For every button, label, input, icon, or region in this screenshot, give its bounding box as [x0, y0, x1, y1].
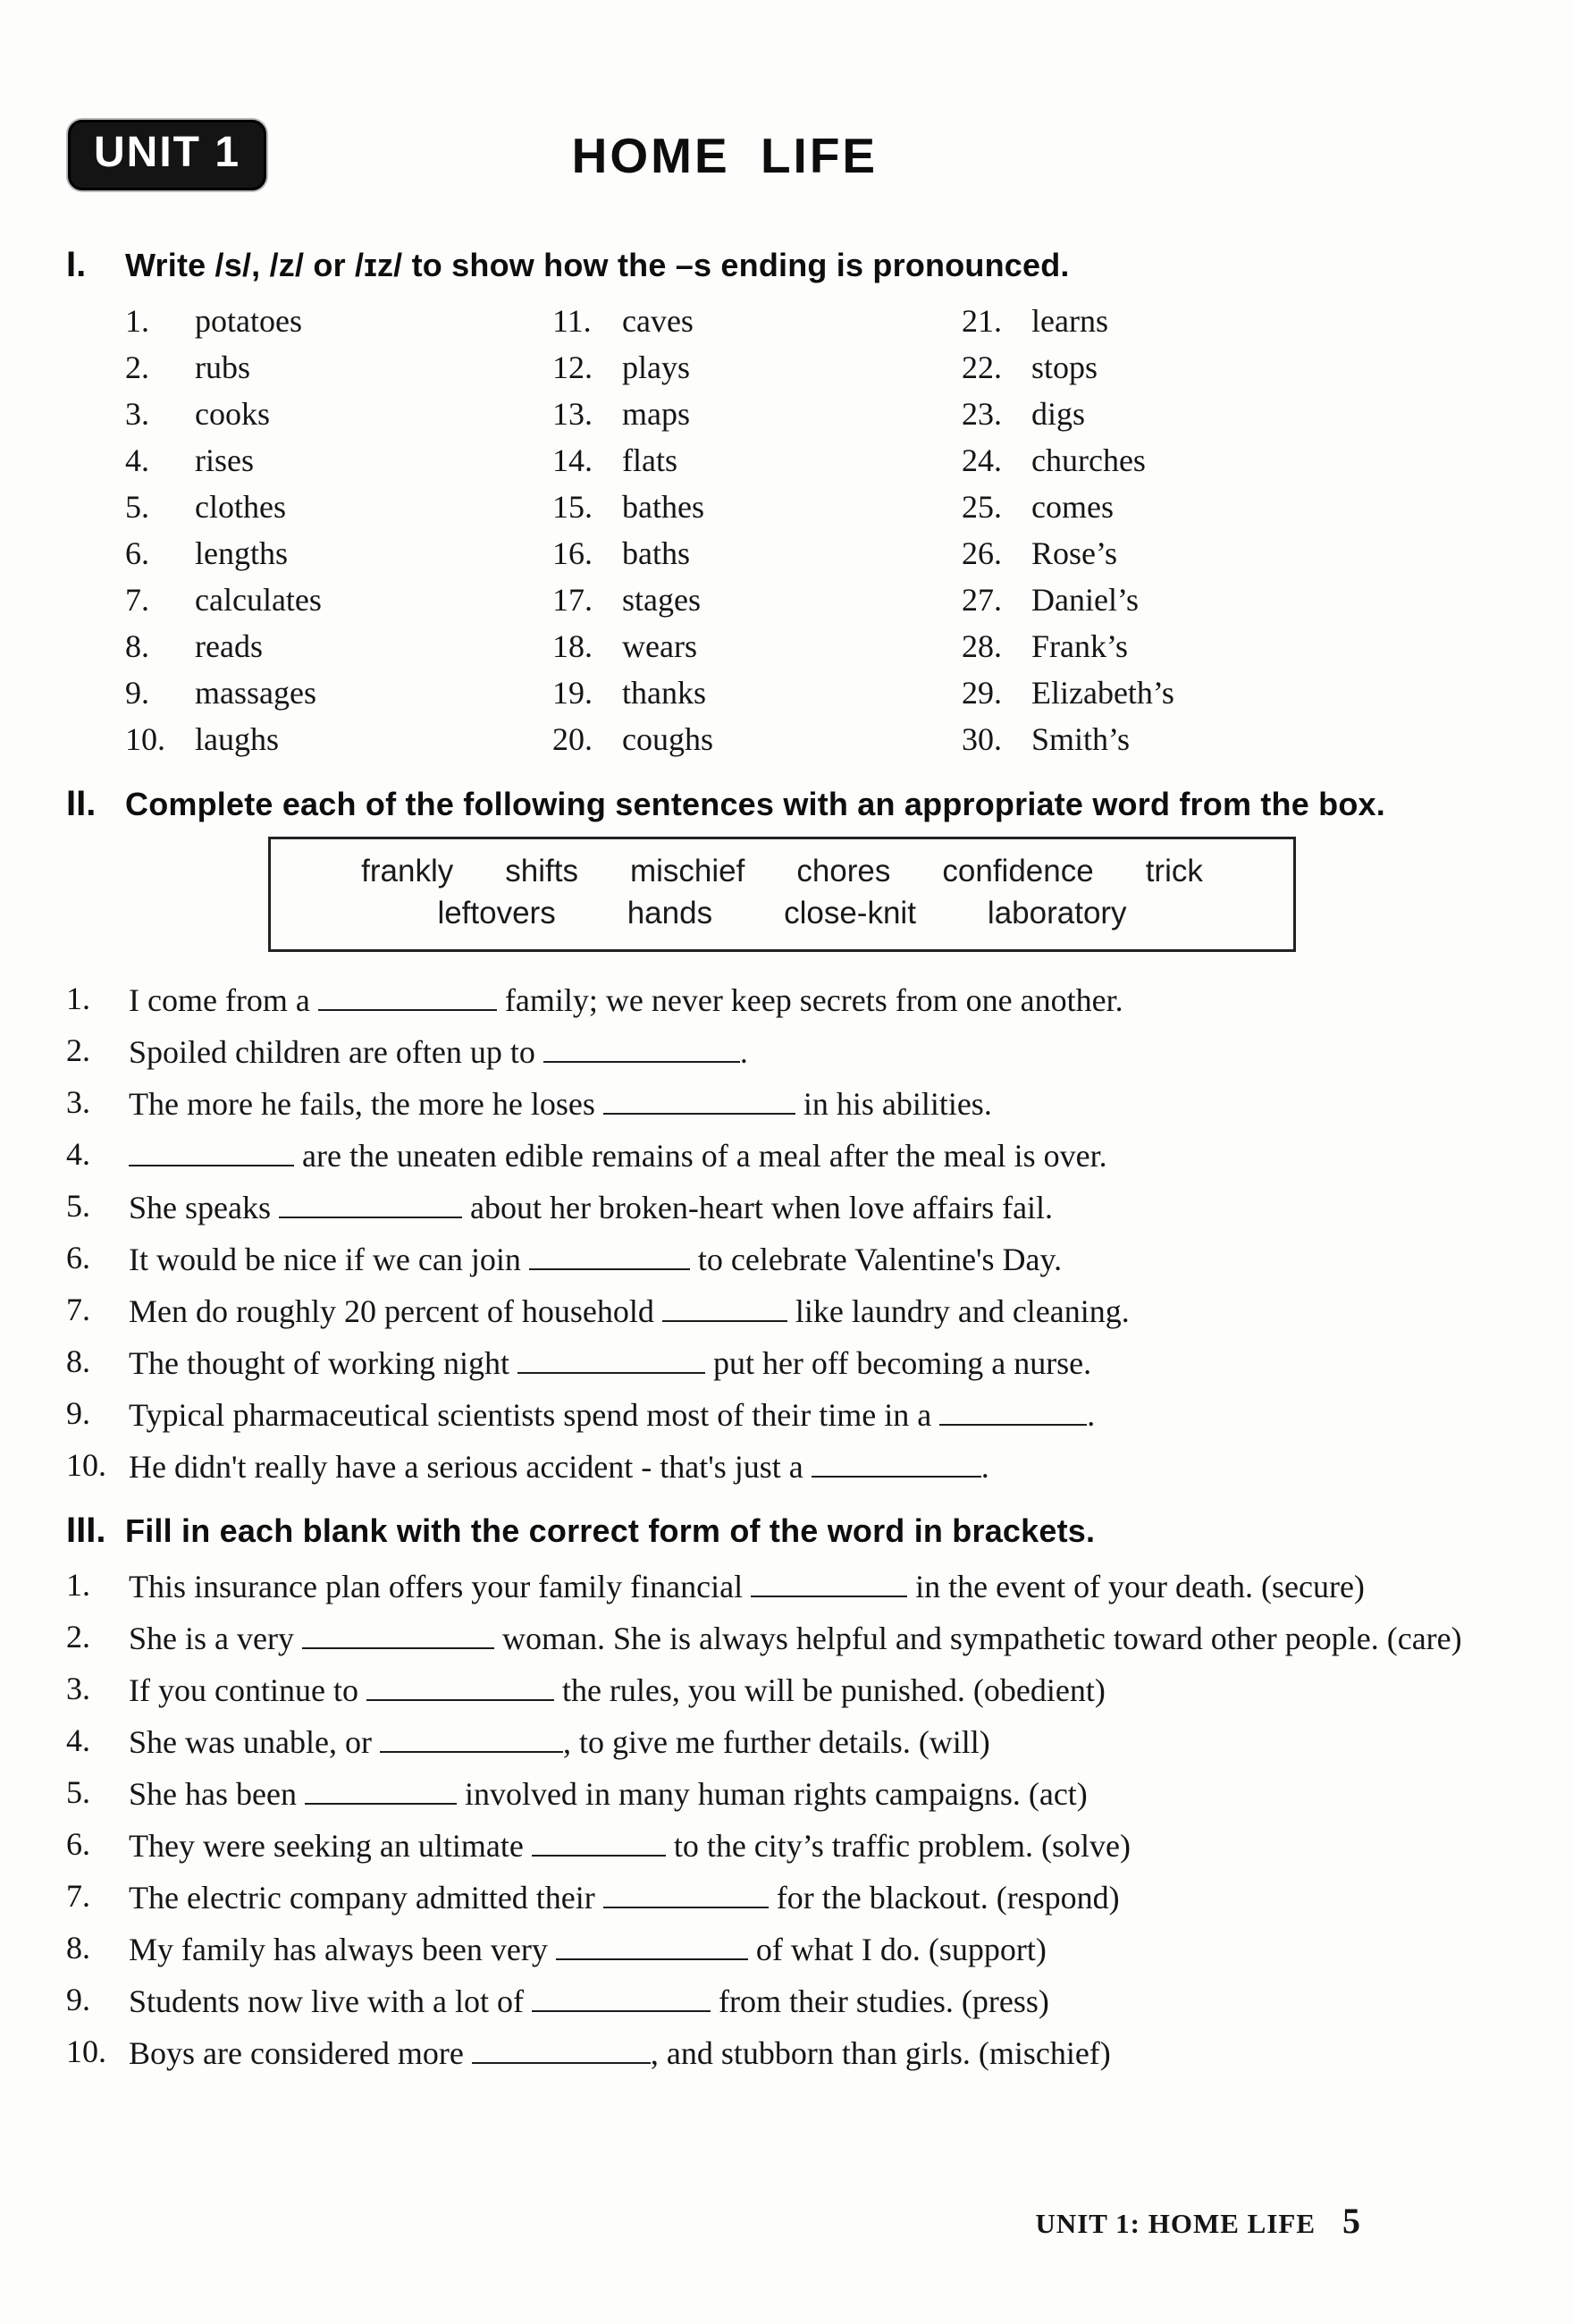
word-box-row — [298, 850, 1266, 892]
item-word: caves — [622, 303, 694, 339]
sentence-text — [129, 1288, 1498, 1334]
pronunciation-item — [125, 344, 552, 391]
sentence-item — [66, 1615, 1498, 1661]
item-number: 10. — [125, 721, 165, 757]
word-option: shifts — [505, 854, 578, 888]
sentence-number: 8. — [66, 1929, 90, 1966]
sentence-text — [129, 1029, 1498, 1074]
sentence-fragment: The more he fails, the more he loses — [129, 1085, 603, 1122]
sentence-fragment: for the blackout. (respond) — [768, 1879, 1120, 1916]
answer-blank — [472, 2030, 651, 2064]
item-number: 11. — [552, 303, 592, 339]
sentence-item — [66, 1978, 1498, 2024]
sentence-fragment: family; we never keep secrets from one another. — [496, 981, 1123, 1018]
pronunciation-item — [962, 437, 1498, 484]
answer-blank — [532, 1823, 666, 1857]
pronunciation-item — [125, 577, 552, 623]
page-number: 5 — [1342, 2201, 1360, 2241]
sentence-text — [129, 1926, 1498, 1972]
item-number: 15. — [552, 489, 593, 525]
sentence-text — [129, 1978, 1498, 2024]
item-word: laughs — [195, 721, 279, 757]
sentence-fragment: . — [980, 1448, 989, 1485]
pronunciation-item — [125, 391, 552, 437]
sentence-fragment: If you continue to — [129, 1671, 366, 1708]
item-number: 5. — [125, 489, 149, 525]
item-word: thanks — [622, 675, 706, 711]
sentence-fragment: about her broken-heart when love affairs fail. — [461, 1189, 1054, 1225]
word-option: trick — [1145, 854, 1203, 888]
item-number: 12. — [552, 349, 593, 385]
word-box-row — [298, 892, 1266, 934]
answer-blank — [529, 1236, 690, 1270]
pronunciation-item — [552, 669, 962, 716]
item-word: rubs — [195, 349, 250, 385]
section3-header — [66, 1511, 1498, 1551]
pronunciation-item — [552, 437, 962, 484]
pronunciation-item — [552, 530, 962, 577]
sentence-fragment: It would be nice if we can join — [129, 1241, 529, 1277]
item-word: digs — [1031, 396, 1086, 432]
sentence-number: 7. — [66, 1291, 90, 1327]
section3-sentences — [66, 1563, 1498, 2076]
pronunciation-item — [962, 298, 1498, 344]
sentence-item — [66, 1392, 1498, 1437]
sentence-item — [66, 1563, 1498, 1609]
sentence-fragment: She has been — [129, 1775, 305, 1812]
sentence-text — [129, 1081, 1498, 1126]
sentence-fragment: They were seeking an ultimate — [129, 1827, 532, 1864]
item-number: 8. — [125, 628, 149, 664]
sentence-number: 6. — [66, 1239, 90, 1276]
item-number: 18. — [552, 628, 593, 664]
pronunciation-item — [552, 623, 962, 669]
sentence-text — [129, 1392, 1498, 1437]
sentence-fragment: I come from a — [129, 981, 318, 1018]
unit-badge-label: UNIT 1 — [94, 129, 241, 176]
section3-heading: Fill in each blank with the correct form of the word in brackets. — [125, 1511, 1096, 1549]
item-word: Elizabeth’s — [1031, 675, 1174, 711]
item-number: 3. — [125, 396, 149, 432]
sentence-number: 7. — [66, 1877, 90, 1914]
sentence-text — [129, 977, 1498, 1023]
item-word: clothes — [195, 489, 286, 525]
word-option: mischief — [629, 854, 745, 888]
sentence-number: 10. — [66, 2033, 106, 2069]
pronunciation-item — [962, 577, 1498, 623]
answer-blank — [532, 1978, 711, 2012]
sentence-item — [66, 1029, 1498, 1074]
sentence-fragment: in his abilities. — [795, 1085, 992, 1122]
word-option: chores — [796, 854, 891, 888]
pronunciation-item — [552, 577, 962, 623]
sentence-number: 3. — [66, 1083, 90, 1120]
sentence-item — [66, 1719, 1498, 1764]
sentence-text — [129, 1563, 1498, 1609]
pronunciation-item — [962, 530, 1498, 577]
sentence-fragment: Typical pharmaceutical scientists spend most of their time in a — [129, 1396, 940, 1433]
sentence-item — [66, 1133, 1498, 1178]
sentence-fragment: She was unable, or — [129, 1723, 380, 1760]
answer-blank — [662, 1288, 787, 1322]
sentence-number: 3. — [66, 1670, 90, 1706]
item-word: Rose’s — [1031, 535, 1118, 571]
sentence-fragment: , to give me further details. (will) — [562, 1723, 990, 1760]
item-number: 6. — [125, 535, 149, 571]
answer-blank — [366, 1667, 554, 1701]
sentence-number: 2. — [66, 1031, 90, 1068]
section-word-form — [66, 1511, 1498, 2076]
pronunciation-item — [962, 344, 1498, 391]
item-number: 9. — [125, 675, 149, 711]
sentence-number: 8. — [66, 1343, 90, 1379]
item-number: 2. — [125, 349, 149, 385]
item-number: 22. — [962, 349, 1002, 385]
section2-heading: Complete each of the following sentences with an appropriate word from the box. — [125, 786, 1385, 822]
sentence-number: 4. — [66, 1722, 90, 1758]
item-word: rises — [195, 442, 254, 478]
answer-blank — [279, 1184, 462, 1218]
page-title: HOME LIFE — [571, 128, 879, 183]
pronunciation-item — [962, 669, 1498, 716]
item-number: 4. — [125, 442, 149, 478]
answer-blank — [939, 1392, 1087, 1426]
pronunciation-column — [962, 298, 1498, 762]
answer-blank — [556, 1926, 748, 1960]
sentence-fragment: , and stubborn than girls. (mischief) — [650, 2034, 1111, 2071]
item-number: 23. — [962, 396, 1002, 432]
sentence-number: 10. — [66, 1446, 106, 1483]
sentence-fragment: in the event of your death. (secure) — [907, 1568, 1365, 1604]
sentence-number: 4. — [66, 1135, 90, 1172]
word-option: confidence — [942, 854, 1094, 888]
sentence-item — [66, 1823, 1498, 1868]
pronunciation-item — [552, 298, 962, 344]
item-number: 16. — [552, 535, 593, 571]
sentence-item — [66, 977, 1498, 1023]
sentence-item — [66, 1771, 1498, 1816]
sentence-fragment: to the city’s traffic problem. (solve) — [665, 1827, 1131, 1864]
section-pronunciation — [66, 245, 1498, 762]
answer-blank — [380, 1719, 563, 1753]
page-footer — [1035, 2200, 1360, 2242]
sentence-fragment: of what I do. (support) — [747, 1931, 1047, 1967]
pronunciation-item — [962, 484, 1498, 530]
footer-unit-label: UNIT 1: HOME LIFE — [1035, 2208, 1316, 2239]
sentence-text — [129, 1874, 1498, 1920]
sentence-fragment: . — [739, 1033, 748, 1070]
item-word: churches — [1031, 442, 1146, 478]
pronunciation-item — [125, 437, 552, 484]
sentence-fragment: put her off becoming a nurse. — [704, 1344, 1092, 1381]
sentence-text — [129, 1184, 1498, 1230]
pronunciation-item — [962, 623, 1498, 669]
sentence-number: 9. — [66, 1981, 90, 2017]
item-number: 19. — [552, 675, 593, 711]
item-number: 24. — [962, 442, 1002, 478]
item-number: 29. — [962, 675, 1002, 711]
word-box — [268, 837, 1296, 952]
word-option: frankly — [361, 854, 454, 888]
item-word: massages — [195, 675, 316, 711]
item-word: reads — [195, 628, 263, 664]
item-word: flats — [622, 442, 677, 478]
pronunciation-item — [962, 391, 1498, 437]
sentence-fragment: The thought of working night — [129, 1344, 517, 1381]
page-header — [66, 127, 1498, 223]
item-word: potatoes — [195, 303, 302, 339]
section-word-box-fill — [66, 784, 1498, 1489]
item-word: learns — [1031, 303, 1108, 339]
sentence-item — [66, 1874, 1498, 1920]
sentence-item — [66, 2030, 1498, 2076]
sentence-fragment: Men do roughly 20 percent of household — [129, 1293, 662, 1329]
sentence-fragment: woman. She is always helpful and sympathetic toward other people. (care) — [493, 1620, 1462, 1656]
answer-blank — [812, 1444, 981, 1478]
pronunciation-word-list — [66, 298, 1498, 762]
pronunciation-item — [962, 716, 1498, 762]
item-number: 20. — [552, 721, 593, 757]
item-word: baths — [622, 535, 690, 571]
pronunciation-item — [552, 344, 962, 391]
sentence-item — [66, 1288, 1498, 1334]
sentence-item — [66, 1444, 1498, 1489]
item-number: 25. — [962, 489, 1002, 525]
item-number: 14. — [552, 442, 593, 478]
section3-numeral: III. — [66, 1510, 106, 1550]
sentence-fragment: . — [1087, 1396, 1096, 1433]
pronunciation-item — [125, 623, 552, 669]
pronunciation-column — [552, 298, 962, 762]
item-word: calculates — [195, 582, 322, 618]
section1-heading: Write /s/, /z/ or /ɪz/ to show how the –s ending is pronounced. — [125, 247, 1070, 283]
item-number: 1. — [125, 303, 149, 339]
sentence-fragment: to celebrate Valentine's Day. — [689, 1241, 1063, 1277]
item-word: maps — [622, 396, 690, 432]
word-option: hands — [627, 896, 713, 931]
sentence-fragment: The electric company admitted their — [129, 1879, 603, 1916]
word-option: close-knit — [784, 896, 916, 931]
sentence-item — [66, 1667, 1498, 1713]
sentence-fragment: Boys are considered more — [129, 2034, 472, 2071]
sentence-fragment: She is a very — [129, 1620, 302, 1656]
sentence-text — [129, 1667, 1498, 1713]
item-number: 30. — [962, 721, 1002, 757]
sentence-text — [129, 2030, 1498, 2076]
sentence-fragment: like laundry and cleaning. — [786, 1293, 1130, 1329]
section2-numeral: II. — [66, 784, 97, 823]
item-word: wears — [622, 628, 697, 664]
pronunciation-item — [125, 530, 552, 577]
sentence-item — [66, 1926, 1498, 1972]
sentence-fragment: the rules, you will be punished. (obedient) — [553, 1671, 1106, 1708]
sentence-fragment: My family has always been very — [129, 1931, 556, 1967]
answer-blank — [543, 1029, 740, 1063]
word-option: laboratory — [987, 896, 1127, 931]
sentence-fragment: involved in many human rights campaigns. (act) — [456, 1775, 1088, 1812]
item-word: lengths — [195, 535, 288, 571]
sentence-fragment: Students now live with a lot of — [129, 1983, 532, 2019]
item-word: stops — [1031, 349, 1098, 385]
item-word: plays — [622, 349, 690, 385]
answer-blank — [517, 1340, 705, 1374]
sentence-number: 6. — [66, 1825, 90, 1862]
sentence-fragment: are the uneaten edible remains of a meal after the meal is over. — [294, 1137, 1107, 1174]
sentence-item — [66, 1236, 1498, 1282]
pronunciation-item — [552, 484, 962, 530]
sentence-number: 1. — [66, 1566, 90, 1603]
item-number: 17. — [552, 582, 593, 618]
pronunciation-item — [125, 716, 552, 762]
item-number: 13. — [552, 396, 593, 432]
sentence-text — [129, 1340, 1498, 1385]
answer-blank — [305, 1771, 457, 1805]
sentence-number: 9. — [66, 1394, 90, 1431]
item-word: Daniel’s — [1031, 582, 1139, 618]
sentence-item — [66, 1340, 1498, 1385]
unit-badge — [68, 120, 266, 190]
pronunciation-column — [125, 298, 552, 762]
sentence-fragment: He didn't really have a serious accident - that's just a — [129, 1448, 812, 1485]
sentence-fragment: from their studies. (press) — [710, 1983, 1049, 2019]
answer-blank — [129, 1133, 294, 1166]
pronunciation-item — [125, 298, 552, 344]
sentence-number: 2. — [66, 1618, 90, 1655]
sentence-item — [66, 1081, 1498, 1126]
item-word: coughs — [622, 721, 713, 757]
sentence-text — [129, 1444, 1498, 1489]
pronunciation-item — [125, 669, 552, 716]
item-number: 27. — [962, 582, 1002, 618]
item-word: stages — [622, 582, 701, 618]
sentence-text — [129, 1771, 1498, 1816]
answer-blank — [603, 1081, 795, 1115]
item-number: 26. — [962, 535, 1002, 571]
item-number: 7. — [125, 582, 149, 618]
sentence-number: 1. — [66, 980, 90, 1016]
pronunciation-item — [552, 391, 962, 437]
word-option: leftovers — [437, 896, 556, 931]
sentence-text — [129, 1615, 1498, 1661]
item-word: Frank’s — [1031, 628, 1128, 664]
item-word: bathes — [622, 489, 704, 525]
answer-blank — [302, 1615, 494, 1649]
section2-header — [66, 784, 1498, 824]
answer-blank — [751, 1563, 907, 1597]
sentence-item — [66, 1184, 1498, 1230]
item-word: comes — [1031, 489, 1114, 525]
sentence-text — [129, 1236, 1498, 1282]
answer-blank — [603, 1874, 769, 1908]
item-word: Smith’s — [1031, 721, 1131, 757]
sentence-fragment: Spoiled children are often up to — [129, 1033, 543, 1070]
section1-header — [66, 245, 1498, 285]
sentence-text — [129, 1823, 1498, 1868]
answer-blank — [318, 977, 497, 1011]
sentence-number: 5. — [66, 1773, 90, 1810]
section2-sentences — [66, 977, 1498, 1489]
sentence-fragment: She speaks — [129, 1189, 279, 1225]
sentence-number: 5. — [66, 1187, 90, 1224]
item-number: 28. — [962, 628, 1002, 664]
pronunciation-item — [125, 484, 552, 530]
pronunciation-item — [552, 716, 962, 762]
section1-numeral: I. — [66, 245, 87, 284]
item-number: 21. — [962, 303, 1002, 339]
sentence-text — [129, 1133, 1498, 1178]
sentence-fragment: This insurance plan offers your family financial — [129, 1568, 752, 1604]
sentence-text — [129, 1719, 1498, 1764]
item-word: cooks — [195, 396, 270, 432]
